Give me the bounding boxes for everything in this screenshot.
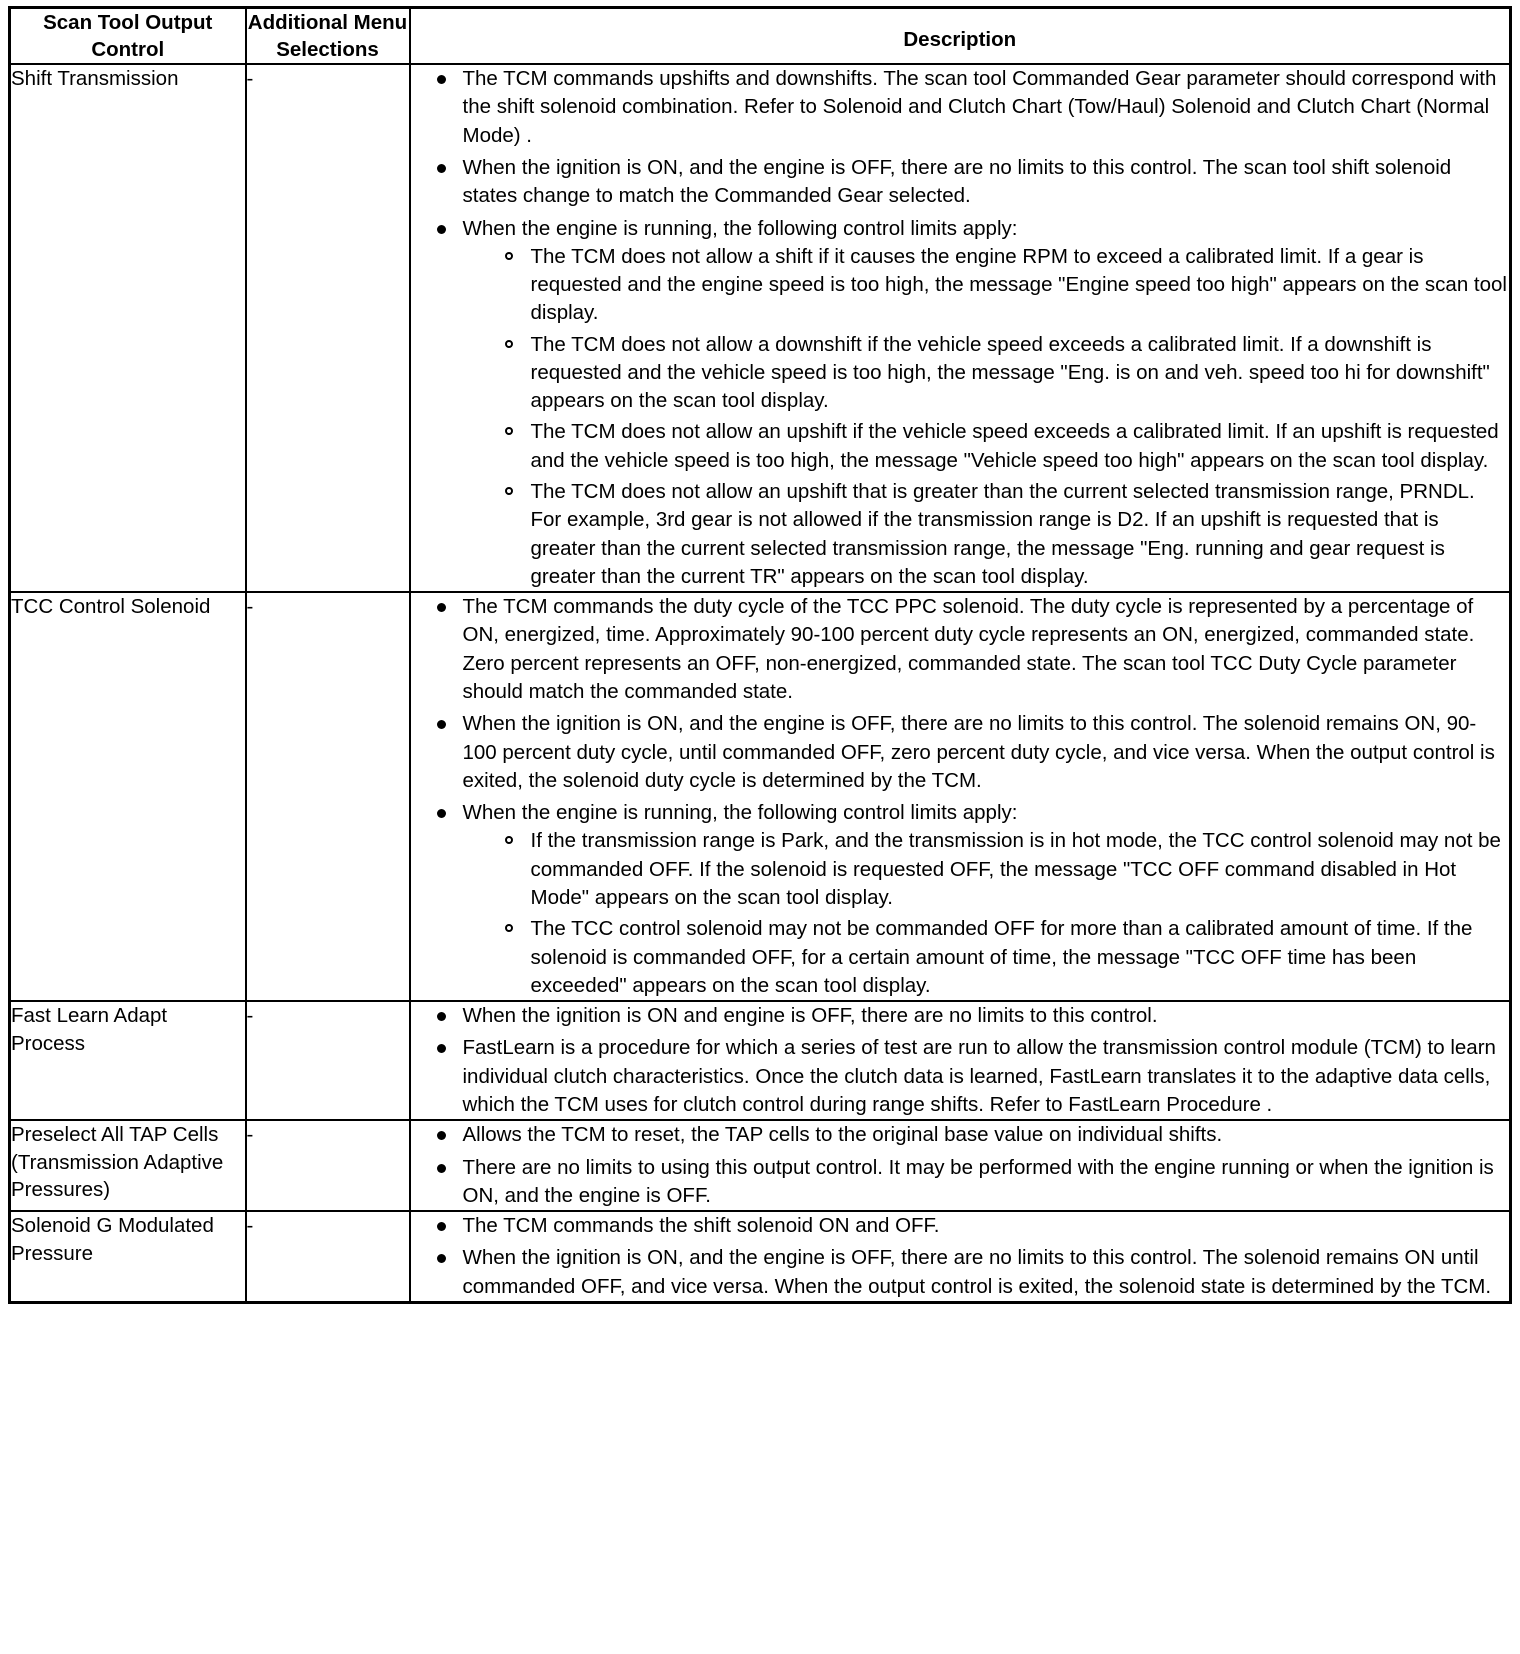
sub-bullet-item: The TCM does not allow a downshift if the vehicle speed exceeds a calibrated limit. If a downshift is requested and the vehicle speed is too high, the message "Eng. is on and veh. speed too hi for downshift" appears on the scan tool display. (499, 331, 1510, 416)
bullet-item (429, 1212, 1510, 1240)
cell-additional-menu-selections: - (246, 592, 410, 1001)
bullet-text: FastLearn is a procedure for which a series of test are run to allow the transmission control module (TCM) to learn individual clutch characteristics. Once the clutch data is learned, FastLearn translates it to the adaptive data cells, which the TCM uses for clutch control during range shifts. Refer to FastLearn Procedure . (462, 1036, 1496, 1116)
sub-bullet-item: The TCM does not allow a shift if it causes the engine RPM to exceed a calibrated limit. If a gear is requested and the engine speed is too high, the message "Engine speed too high" appears on the scan tool display. (499, 243, 1510, 328)
bullet-item (429, 799, 1510, 1000)
bullet-item (429, 65, 1510, 150)
cell-scan-tool-output-control: TCC Control Solenoid (10, 592, 246, 1001)
sub-bullet-item: If the transmission range is Park, and the transmission is in hot mode, the TCC control solenoid may not be commanded OFF. If the solenoid is requested OFF, the message "TCC OFF command disabled in Hot Mode" appears on the scan tool display. (499, 827, 1510, 912)
bullet-text: There are no limits to using this output control. It may be performed with the engine running or when the ignition is ON, and the engine is OFF. (462, 1155, 1494, 1207)
table-header (10, 8, 1511, 65)
sub-bullet-item: The TCC control solenoid may not be commanded OFF for more than a calibrated amount of time. If the solenoid is commanded OFF, for a certain amount of time, the message "TCC OFF time has been exceeded" appears on the scan tool display. (499, 915, 1510, 1000)
bullet-item (429, 1154, 1510, 1211)
bullet-item (429, 1244, 1510, 1301)
cell-scan-tool-output-control: Preselect All TAP Cells (Transmission Adaptive Pressures) (10, 1120, 246, 1211)
bullet-text: When the engine is running, the following control limits apply: (462, 801, 1018, 825)
bullet-text: The TCM commands the shift solenoid ON and OFF. (462, 1214, 940, 1238)
bullet-text: When the ignition is ON and engine is OFF, there are no limits to this control. (462, 1004, 1158, 1028)
table-row (10, 1001, 1511, 1120)
sub-bullet-item: The TCM does not allow an upshift if the vehicle speed exceeds a calibrated limit. If an upshift is requested and the vehicle speed is too high, the message "Vehicle speed too high" appears on the scan tool display. (499, 418, 1510, 475)
cell-description (410, 64, 1511, 592)
bullet-item (429, 1002, 1510, 1030)
cell-additional-menu-selections: - (246, 64, 410, 592)
bullet-item (429, 710, 1510, 795)
bullet-text: Allows the TCM to reset, the TAP cells to the original base value on individual shifts. (462, 1123, 1223, 1147)
table-row (10, 1211, 1511, 1302)
bullet-text: When the ignition is ON, and the engine is OFF, there are no limits to this control. The scan tool shift solenoid states change to match the Commanded Gear selected. (462, 155, 1452, 208)
bullet-item (429, 1121, 1510, 1149)
table-header-row (10, 8, 1511, 65)
sub-bullet-list (463, 827, 1510, 1000)
sub-bullet-item: The TCM does not allow an upshift that is greater than the current selected transmission range, PRNDL. For example, 3rd gear is not allowed if the transmission range is D2. If an upshift is requested that is greater than the current selected transmission range, the message "Eng. running and gear request is greater than the current TR" appears on the scan tool display. (499, 478, 1510, 591)
cell-description (410, 1001, 1511, 1120)
cell-scan-tool-output-control: Fast Learn Adapt Process (10, 1001, 246, 1120)
description-bullet-list (411, 593, 1510, 1000)
bullet-item (429, 154, 1510, 211)
cell-scan-tool-output-control: Shift Transmission (10, 64, 246, 592)
bullet-item (429, 215, 1510, 592)
bullet-text: The TCM commands the duty cycle of the TCC PPC solenoid. The duty cycle is represented by a percentage of ON, energized, time. Approximately 90-100 percent duty cycle represents an ON, energized, commanded state. Zero percent represents an OFF, non-energized, commanded state. The scan tool TCC Duty Cycle parameter should match the commanded state. (462, 595, 1475, 703)
column-header-additional-menu-selections: Additional Menu Selections (246, 8, 410, 65)
table-row (10, 64, 1511, 592)
column-header-description: Description (410, 8, 1511, 65)
bullet-item (429, 593, 1510, 706)
table-body (10, 64, 1511, 1302)
bullet-text: The TCM commands upshifts and downshifts. The scan tool Commanded Gear parameter should correspond with the shift solenoid combination. Refer to Solenoid and Clutch Chart (Tow/Haul) Solenoid and Clutch Chart (Normal Mode) . (462, 67, 1497, 147)
description-bullet-list (411, 1002, 1510, 1119)
sub-bullet-list (463, 243, 1510, 591)
cell-description (410, 1120, 1511, 1211)
cell-description (410, 1211, 1511, 1302)
bullet-text: When the engine is running, the following control limits apply: (462, 216, 1018, 240)
bullet-text: When the ignition is ON, and the engine is OFF, there are no limits to this control. The solenoid remains ON, 90-100 percent duty cycle, until commanded OFF, zero percent duty cycle, and vice versa. When the output control is exited, the solenoid duty cycle is determined by the TCM. (462, 712, 1495, 792)
description-bullet-list (411, 1121, 1510, 1210)
cell-additional-menu-selections: - (246, 1001, 410, 1120)
cell-additional-menu-selections: - (246, 1211, 410, 1302)
table-row (10, 1120, 1511, 1211)
description-bullet-list (411, 1212, 1510, 1301)
description-bullet-list (411, 65, 1510, 591)
scan-tool-output-control-table (8, 6, 1512, 1304)
bullet-item (429, 1034, 1510, 1119)
column-header-scan-tool-output-control: Scan Tool Output Control (10, 8, 246, 65)
cell-additional-menu-selections: - (246, 1120, 410, 1211)
cell-scan-tool-output-control: Solenoid G Modulated Pressure (10, 1211, 246, 1302)
table-row (10, 592, 1511, 1001)
bullet-text: When the ignition is ON, and the engine is OFF, there are no limits to this control. The solenoid remains ON until commanded OFF, and vice versa. When the output control is exited, the solenoid state is determined by the TCM. (462, 1246, 1492, 1298)
cell-description (410, 592, 1511, 1001)
